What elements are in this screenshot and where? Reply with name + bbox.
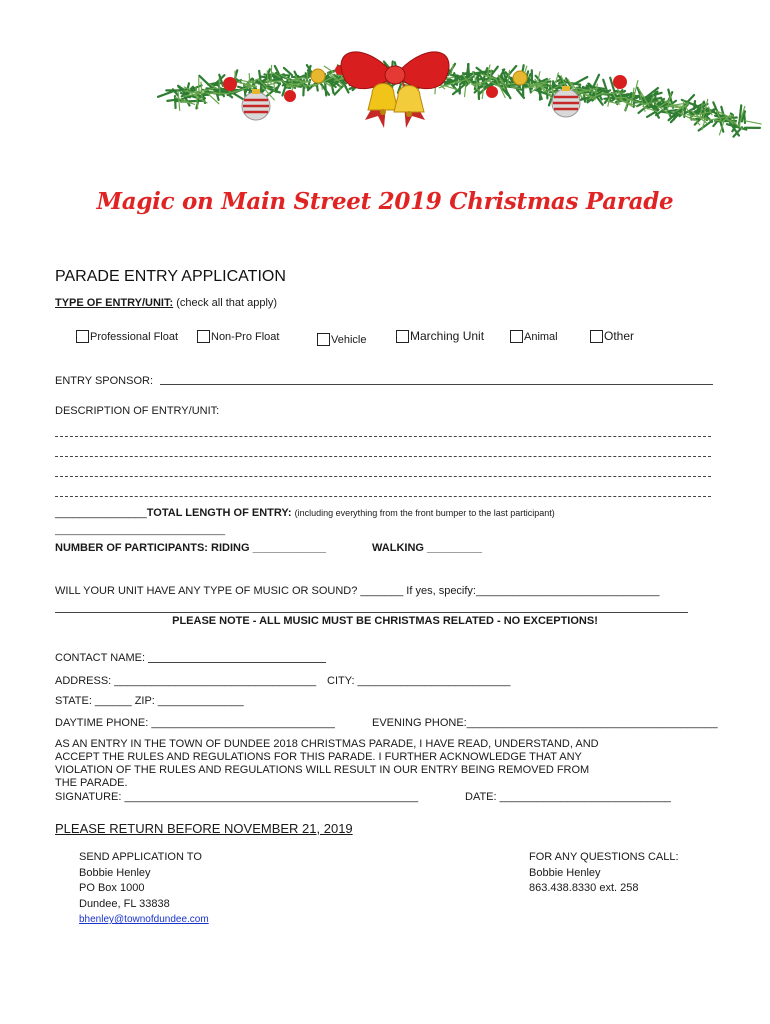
description-line-4[interactable] <box>55 496 711 497</box>
participants-walking[interactable]: WALKING _________ <box>372 542 483 554</box>
christmas-garland-illustration <box>0 0 770 140</box>
checkbox-label: Non-Pro Float <box>211 331 280 343</box>
sponsor-label: ENTRY SPONSOR: <box>55 375 154 387</box>
checkbox-box[interactable] <box>590 330 603 343</box>
checkbox-box[interactable] <box>396 330 409 343</box>
agreement-line: AS AN ENTRY IN THE TOWN OF DUNDEE 2018 CHRISTMAS PARADE, I HAVE READ, UNDERSTAND, AND <box>55 738 599 750</box>
total-length-row <box>55 507 555 519</box>
description-line-1[interactable] <box>55 436 711 437</box>
agreement-line: VIOLATION OF THE RULES AND REGULATIONS WILL RESULT IN OUR ENTRY BEING REMOVED FROM <box>55 764 590 776</box>
address-field[interactable]: ADDRESS: _________________________________ <box>55 675 317 687</box>
checkbox-box[interactable] <box>317 333 330 346</box>
questions-line: FOR ANY QUESTIONS CALL: <box>529 851 679 863</box>
entry-type-row-label <box>55 297 277 309</box>
questions-block <box>529 850 679 897</box>
description-line-2[interactable] <box>55 456 711 457</box>
questions-line: Bobbie Henley <box>529 866 601 879</box>
checkbox-label: Animal <box>524 331 558 343</box>
checkbox-label: Professional Float <box>90 331 179 343</box>
questions-line: 863.438.8330 ext. 258 <box>529 882 639 894</box>
checkbox-label: Vehicle <box>331 334 367 346</box>
agreement-text <box>55 738 599 790</box>
checkbox-professional-float[interactable] <box>76 330 178 343</box>
send-line: Bobbie Henley <box>79 866 151 879</box>
email-link[interactable]: bhenley@townofdundee.com <box>79 914 209 925</box>
total-length-input[interactable]: _______________ <box>55 507 147 519</box>
music-specify-line[interactable] <box>55 612 688 613</box>
daytime-phone-field[interactable]: DAYTIME PHONE: ______________________________ <box>55 717 335 729</box>
contact-name-label: CONTACT NAME: <box>55 652 146 664</box>
checkbox-animal[interactable] <box>510 330 558 343</box>
participants-riding[interactable]: NUMBER OF PARTICIPANTS: RIDING ____________ <box>55 542 326 554</box>
send-application-block <box>79 850 209 928</box>
music-note: PLEASE NOTE - ALL MUSIC MUST BE CHRISTMAS RELATED - NO EXCEPTIONS! <box>172 615 598 627</box>
description-line-3[interactable] <box>55 476 711 477</box>
checkbox-box[interactable] <box>510 330 523 343</box>
signature-field[interactable]: SIGNATURE: ________________________________________________ <box>55 791 419 803</box>
total-length-hint: (including everything from the front bumper to the last participant) <box>294 508 555 518</box>
form-heading: PARADE ENTRY APPLICATION <box>55 268 286 285</box>
state-zip-field[interactable]: STATE: ______ ZIP: ______________ <box>55 695 244 707</box>
return-notice: PLEASE RETURN BEFORE NOVEMBER 21, 2019 <box>55 821 353 836</box>
total-length-underline: __________________________________ <box>55 525 226 535</box>
entry-type-label: TYPE OF ENTRY/UNIT: <box>55 297 174 309</box>
send-line: SEND APPLICATION TO <box>79 851 202 863</box>
checkbox-label: Marching Unit <box>410 329 485 343</box>
send-line: Dundee, FL 33838 <box>79 897 170 910</box>
checkbox-marching-unit[interactable] <box>396 329 484 343</box>
checkbox-label: Other <box>604 329 635 343</box>
total-length-label: TOTAL LENGTH OF ENTRY: <box>146 507 292 519</box>
contact-name-input-line[interactable] <box>148 662 326 663</box>
agreement-line: ACCEPT THE RULES AND REGULATIONS FOR THIS PARADE. I FURTHER ACKNOWLEDGE THAT ANY <box>55 751 582 763</box>
entry-type-hint: (check all that apply) <box>176 297 278 309</box>
city-field[interactable]: CITY: _________________________ <box>327 675 511 687</box>
checkbox-box[interactable] <box>197 330 210 343</box>
checkbox-other[interactable] <box>590 329 634 343</box>
checkbox-vehicle[interactable] <box>317 333 366 346</box>
checkbox-box[interactable] <box>76 330 89 343</box>
send-line: PO Box 1000 <box>79 882 145 894</box>
evening-phone-field[interactable]: EVENING PHONE:_________________________________________ <box>372 717 718 729</box>
agreement-line: THE PARADE. <box>55 777 128 789</box>
event-title: Magic on Main Street 2019 Christmas Parade <box>96 188 674 215</box>
sponsor-input-line[interactable] <box>160 384 713 385</box>
checkbox-non-pro-float[interactable] <box>197 330 279 343</box>
music-question[interactable]: WILL YOUR UNIT HAVE ANY TYPE OF MUSIC OR SOUND? _______ If yes, specify:______________________________ <box>55 585 660 597</box>
date-field[interactable]: DATE: ____________________________ <box>465 791 671 803</box>
description-label: DESCRIPTION OF ENTRY/UNIT: <box>55 405 220 417</box>
